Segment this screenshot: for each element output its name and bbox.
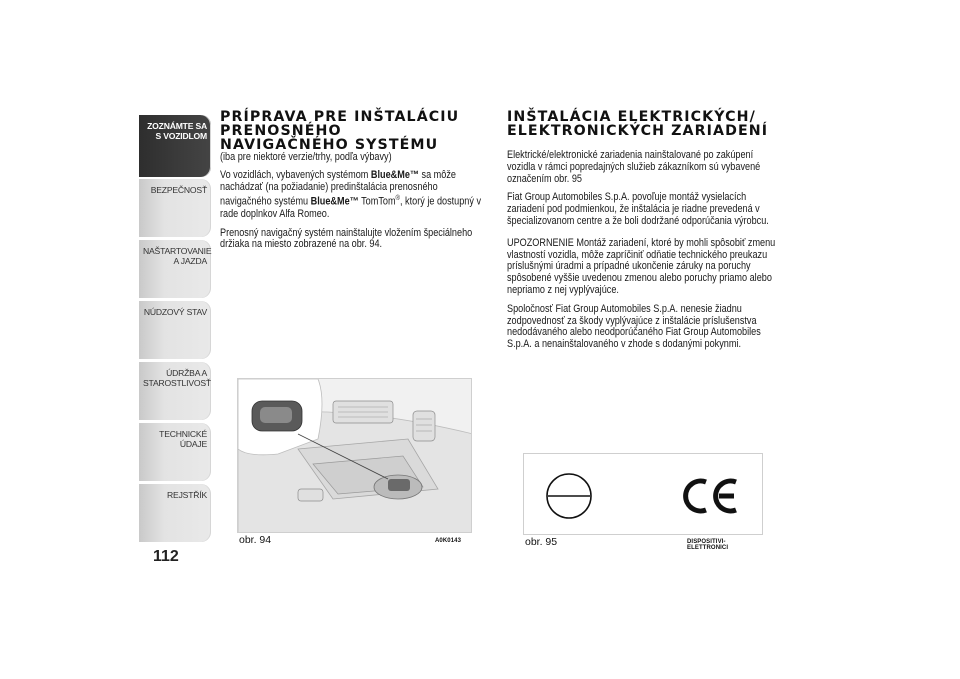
e-mark-icon [547,474,591,518]
tab-emergency[interactable]: NÚDZOVÝ STAV [139,301,211,359]
section-heading: PRÍPRAVA PRE INŠTALÁCIU PRENOSNÉHO NAVIGAČNÉHO SYSTÉMU [220,109,460,153]
warning-paragraph: UPOZORNENIE Montáž zariadení, ktoré by mohli spôsobiť zmenu vlastností vozidla, môže zapríčiniť odňatie technického preukazu príslušnými úradmi a prípadné ukončenie záruky na poruchy spôsobené vyššie uvedenou zmenou alebo poruchy priamo alebo nepriamo z nej vyplývajúce. [507,236,776,296]
page-number: 112 [153,548,179,565]
ce-mark-icon [686,481,736,511]
paragraph: Vo vozidlách, vybavených systémom Blue&Me™ sa môže nachádzať (na požiadanie) predinštalácia prenosného navigačného systému Blue&Me™ TomTom®, ktorý je dostupný v rade doplnkov Alfa Romeo. [220,168,482,220]
tab-starting-driving[interactable]: NAŠTARTOVANIE A JAZDA [139,240,211,298]
electronics-section [507,110,783,358]
tab-maintenance[interactable]: ÚDRŽBA A STAROSTLIVOSŤ [139,362,211,420]
tab-safety[interactable]: BEZPEČNOSŤ [139,179,211,237]
paragraph: Fiat Group Automobiles S.p.A. povoľuje montáž vysielacích zariadení pod podmienkou, že inštalácia je riadne prevedená v špecializovanom centre a že boli dodržané odporúčania výrobcu. [507,191,769,227]
tab-vehicle-intro[interactable]: ZOZNÁMTE SA S VOZIDLOM [139,115,211,177]
tab-technical-data[interactable]: TECHNICKÉ ÚDAJE [139,423,211,481]
tab-index[interactable]: REJSTŘÍK [139,484,211,542]
navigation-section [220,110,486,258]
section-heading: INŠTALÁCIA ELEKTRICKÝCH/ ELEKTRONICKÝCH ZARIADENÍ [507,109,769,139]
brand-name: Blue&Me™ [370,168,419,181]
marks-drawing [524,454,763,535]
figure-caption: obr. 95 [525,536,558,548]
figure-caption: obr. 94 [239,534,272,546]
dashboard-drawing [238,379,472,533]
figure-code: A0K0143 [435,538,462,544]
paragraph: Elektrické/elektronické zariadenia nainštalované po zakúpení vozidla v rámci popredajných služieb zákazníkom sú vybavené označením obr. 95 [507,149,761,185]
brand-name: Blue&Me™ [310,195,359,208]
certification-marks [523,453,763,535]
dashboard-illustration [237,378,472,533]
paragraph: Spoločnosť Fiat Group Automobiles S.p.A. nenesie žiadnu zodpovednosť za škody vyplývajúce z inštalácie príslušenstva nedodávaného alebo neodporúčaného Fiat Group Automobiles S.p.A. a nenainštalovaného v zhode s dodanými pokynmi. [507,302,761,351]
figure-95 [523,453,763,551]
figure-94 [237,378,472,546]
paragraph: Prenosný navigačný systém nainštalujte vložením špeciálneho držiaka na miesto zobrazené na obr. 94. [220,226,473,251]
section-subtitle: (iba pre niektoré verzie/trhy, podľa výbavy) [220,151,392,163]
figure-code: DISPOSITIVI-ELETTRONICI [687,539,729,551]
